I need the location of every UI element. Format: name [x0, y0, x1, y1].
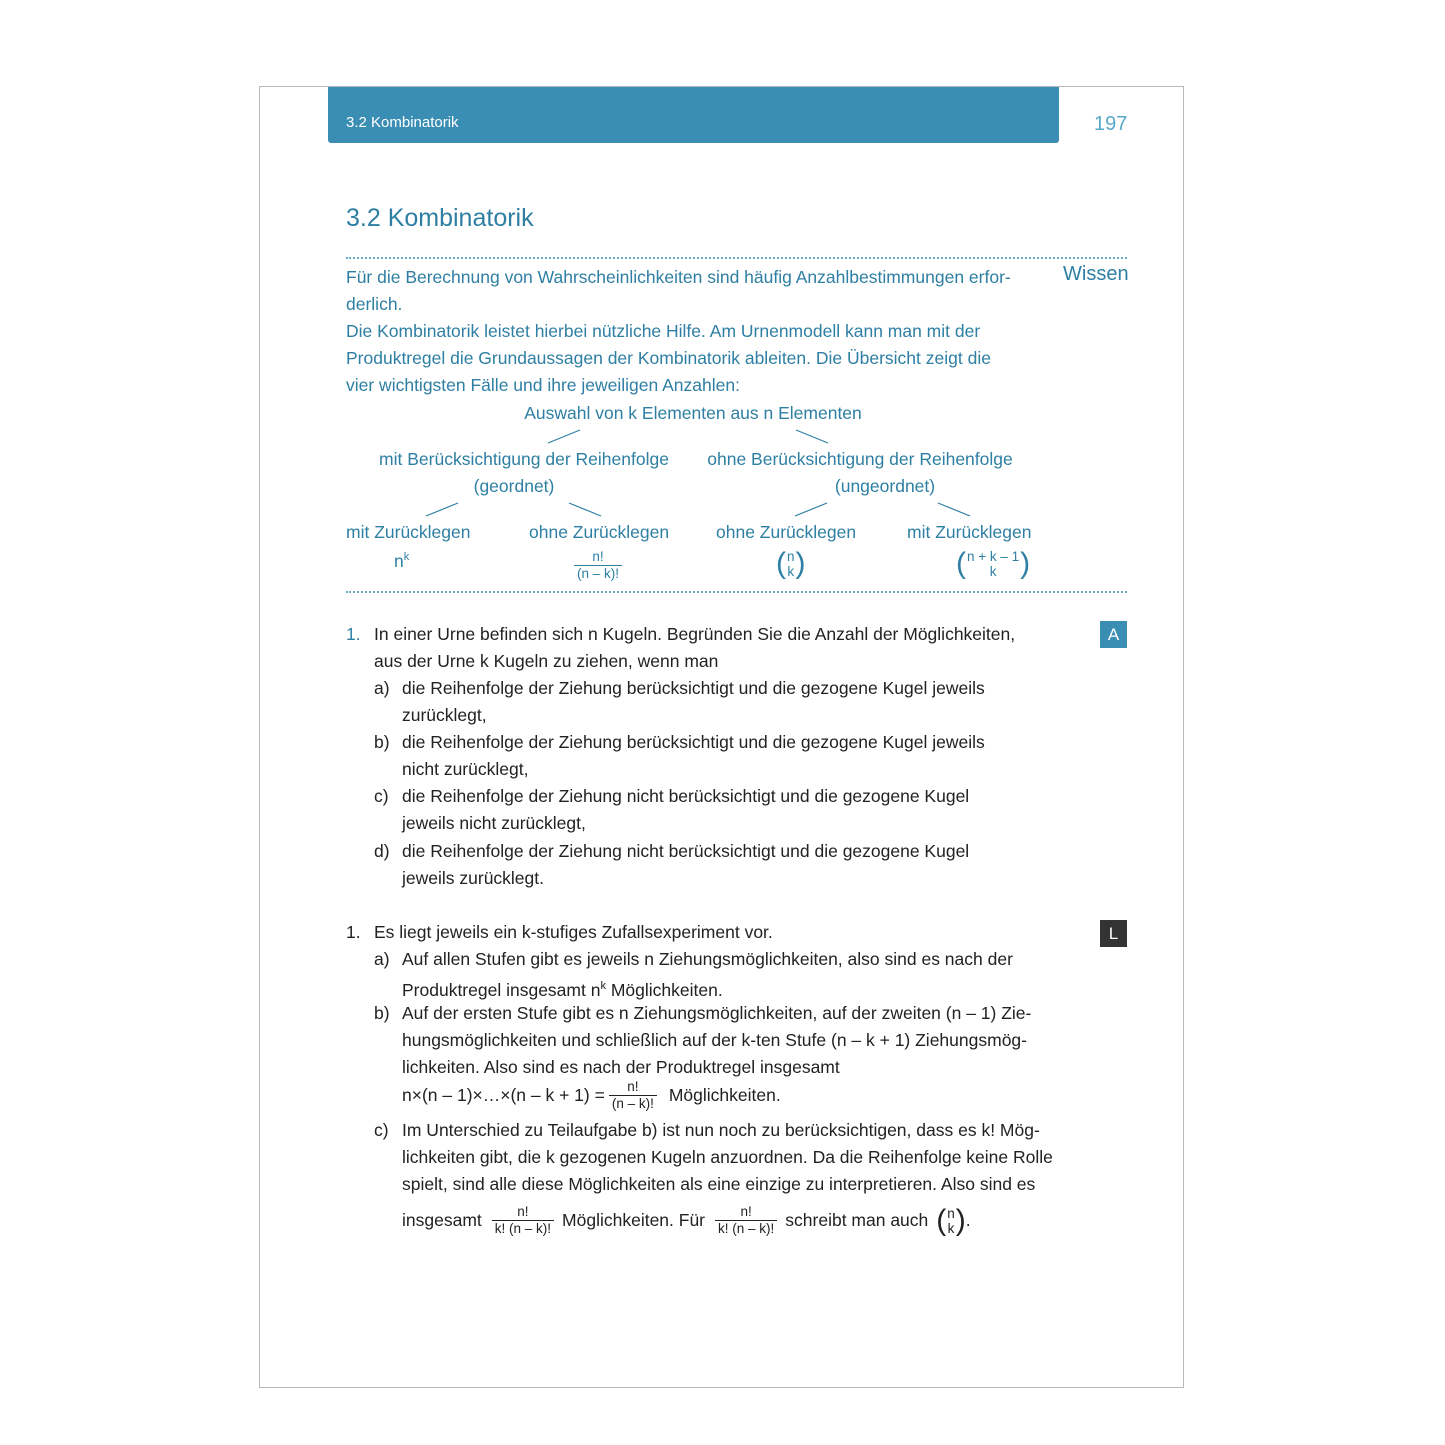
task-item-text: die Reihenfolge der Ziehung berücksichtigt und die gezogene Kugel jeweils	[402, 678, 985, 698]
task-text: aus der Urne k Kugeln zu ziehen, wenn man	[374, 651, 719, 671]
task-item-label: b)	[374, 732, 390, 752]
task-item-text: die Reihenfolge der Ziehung nicht berücksichtigt und die gezogene Kugel	[402, 786, 970, 806]
solution-item-label: c)	[374, 1120, 389, 1140]
solution-badge: L	[1100, 920, 1127, 947]
divider-bottom	[346, 591, 1127, 593]
solution-item-text: spielt, sind alle diese Möglichkeiten als eine einzige zu interpretieren. Also sind es	[402, 1174, 1036, 1194]
tree-leaf-label: mit Zurücklegen	[346, 522, 471, 542]
tree-leaf-label: mit Zurücklegen	[907, 522, 1032, 542]
solution-item-text: Produktregel insgesamt $n^k$ Möglichkeiten.	[402, 979, 723, 1000]
solution-item-text: Auf allen Stufen gibt es jeweils n Ziehungsmöglichkeiten, also sind es nach der	[402, 949, 1013, 969]
task-number: 1.	[346, 624, 361, 644]
solution-item-text: Auf der ersten Stufe gibt es n Ziehungsmöglichkeiten, auf der zweiten (n – 1) Zie-	[402, 1003, 1032, 1023]
solution-item-text: Im Unterschied zu Teilaufgabe b) ist nun noch zu berücksichtigen, dass es k! Mög-	[402, 1120, 1040, 1140]
solution-formula-b: n×(n – 1)×…×(n – k + 1) = $\frac{n!}{(n - k)!}$ Möglichkeiten.	[402, 1079, 781, 1111]
formula-permutation: $\frac{n!}{(n - k)!}$	[574, 549, 622, 582]
task-item-text: die Reihenfolge der Ziehung berücksichtigt und die gezogene Kugel jeweils	[402, 732, 985, 752]
task-item-label: d)	[374, 841, 390, 861]
tree-node-unordered: ohne Berücksichtigung der Reihenfolge	[707, 449, 1013, 469]
tree-root: Auswahl von k Elementen aus n Elementen	[524, 403, 862, 423]
tree-node-unordered-sub: (ungeordnet)	[834, 476, 936, 496]
tree-leaf-label: ohne Zurücklegen	[716, 522, 857, 542]
intro-line: Produktregel die Grundaussagen der Kombinatorik ableiten. Die Übersicht zeigt die	[346, 348, 991, 368]
formula-binomial-repetition: ( n + k – 1 k )	[956, 547, 1031, 580]
task-item-text: die Reihenfolge der Ziehung nicht berücksichtigt und die gezogene Kugel	[402, 841, 970, 861]
task-item-text: jeweils nicht zurücklegt,	[402, 813, 586, 833]
tree-leaf-label: ohne Zurücklegen	[529, 522, 670, 542]
section-title: 3.2 Kombinatorik	[346, 204, 534, 232]
task-text: In einer Urne befinden sich n Kugeln. Begründen Sie die Anzahl der Möglichkeiten,	[374, 624, 1016, 644]
task-item-label: c)	[374, 786, 389, 806]
tree-node-ordered: mit Berücksichtigung der Reihenfolge	[379, 449, 669, 469]
task-item-text: jeweils zurücklegt.	[402, 868, 544, 888]
solution-item-text: lichkeiten gibt, die k gezogenen Kugeln anzuordnen. Da die Reihenfolge keine Rolle	[402, 1147, 1053, 1167]
solution-intro: Es liegt jeweils ein k-stufiges Zufallsexperiment vor.	[374, 922, 773, 942]
task-item-text: nicht zurücklegt,	[402, 759, 529, 779]
solution-item-label: b)	[374, 1003, 390, 1023]
tree-node-ordered-sub: (geordnet)	[473, 476, 555, 496]
divider-top	[346, 257, 1127, 259]
solution-number: 1.	[346, 922, 361, 942]
task-item-label: a)	[374, 678, 390, 698]
solution-item-label: a)	[374, 949, 390, 969]
task-badge: A	[1100, 621, 1127, 648]
intro-line: Die Kombinatorik leistet hierbei nützliche Hilfe. Am Urnenmodell kann man mit der	[346, 321, 981, 341]
intro-line: derlich.	[346, 294, 403, 314]
solution-formula-c: insgesamt $\frac{n!}{k! (n - k)!}$ Möglichkeiten. Für $\frac{n!}{k! (n - k)!}$ schreibt man auch ( n k ) .	[402, 1203, 971, 1237]
solution-item-text: lichkeiten. Also sind es nach der Produktregel insgesamt	[402, 1057, 840, 1077]
task-item-text: zurücklegt,	[402, 705, 487, 725]
solution-item-text: hungsmöglichkeiten und schließlich auf der k-ten Stufe (n – k + 1) Ziehungsmög-	[402, 1030, 1027, 1050]
running-header-label: 3.2 Kombinatorik	[346, 114, 459, 131]
page-number: 197	[1094, 113, 1128, 135]
margin-label-wissen: Wissen	[1063, 263, 1129, 285]
intro-line: Für die Berechnung von Wahrscheinlichkeiten sind häufig Anzahlbestimmungen erfor-	[346, 267, 1011, 287]
intro-line: vier wichtigsten Fälle und ihre jeweiligen Anzahlen:	[346, 375, 740, 395]
formula-binomial: ( n k )	[776, 547, 806, 580]
formula-power: $n^k$	[394, 551, 410, 571]
